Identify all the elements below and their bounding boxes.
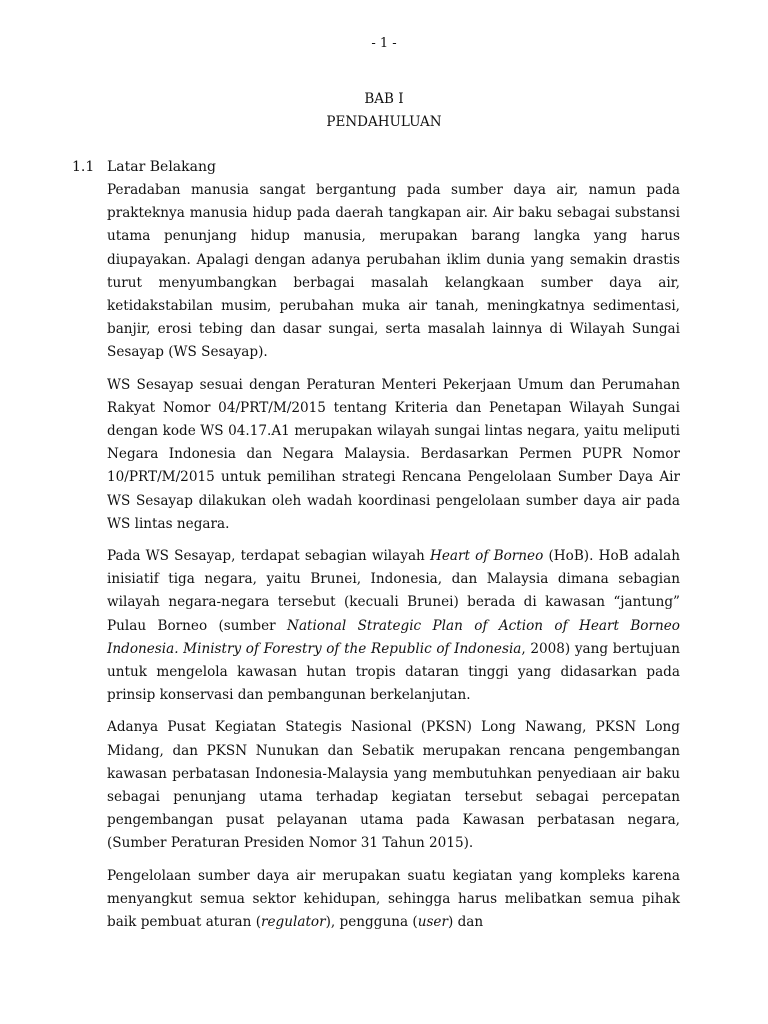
section-title: Latar Belakang: [107, 159, 216, 175]
paragraph-3-text: , 2008) yang bertujuan untuk mengelola kawasan hutan tropis dataran tinggi yang didasarkan pada prinsip konservasi dan pembangunan berkelanjutan.: [107, 640, 681, 704]
paragraph-5-text: ) dan: [447, 914, 484, 931]
paragraph-5-italic: user: [417, 914, 448, 931]
chapter-heading: [0, 88, 768, 134]
paragraph-5: [107, 865, 680, 935]
paragraph-3-italic: Heart of Borneo: [430, 548, 544, 565]
paragraph-3-source-italic: National Strategic Plan of Action of Heart Borneo Indonesia. Ministry of Forestry of the Republic of Indonesia: [107, 617, 680, 657]
paragraph-5-italic: regulator: [261, 914, 326, 931]
paragraph-3-text: Pada WS Sesayap, terdapat sebagian wilayah: [107, 548, 431, 565]
paragraph-2: WS Sesayap sesuai dengan Peraturan Menteri Pekerjaan Umum dan Perumahan Rakyat Nomor 04/PRT/M/2015 tentang Kriteria dan Penetapan Wilayah Sungai dengan kode WS 04.17.A1 merupakan wilayah sungai lintas negara, yaitu meliputi Negara Indonesia dan Negara Malaysia. Berdasarkan Permen PUPR Nomor 10/PRT/M/2015 untuk pemilihan strategi Rencana Pengelolaan Sumber Daya Air WS Sesayap dilakukan oleh wadah koordinasi pengelolaan sumber daya air pada WS lintas negara.: [107, 376, 680, 532]
page-number: - 1 -: [371, 36, 397, 51]
chapter-title: PENDAHULUAN: [326, 114, 442, 130]
paragraph-3-text: (HoB). HoB adalah inisiatif tiga negara, yaitu Brunei, Indonesia, dan Malaysia dimana sebagian wilayah negara-negara tersebut (kecuali Brunei) berada di kawasan “jantung” Pulau Borneo (sumber: [107, 548, 680, 634]
paragraph-5-text: Pengelolaan sumber daya air merupakan suatu kegiatan yang kompleks karena menyangkut semua sektor kehidupan, sehingga harus melibatkan semua pihak baik pembuat aturan (: [107, 867, 680, 931]
paragraph-3: [107, 545, 680, 707]
section-number: 1.1: [72, 159, 95, 175]
section-body: [107, 179, 680, 943]
paragraph-5-text: ), pengguna (: [325, 914, 418, 931]
paragraph-1: Peradaban manusia sangat bergantung pada sumber daya air, namun pada prakteknya manusia hidup pada daerah tangkapan air. Air baku sebagai substansi utama penunjang hidup manusia, merupakan barang langka yang harus diupayakan. Apalagi dengan adanya perubahan iklim dunia yang semakin drastis turut menyumbangkan berbagai masalah kelangkaan sumber daya air, ketidakstabilan musim, perubahan muka air tanah, meningkatnya sedimentasi, banjir, erosi tebing dan dasar sungai, serta masalah lainnya di Wilayah Sungai Sesayap (WS Sesayap).: [107, 182, 680, 361]
chapter-label: BAB I: [364, 91, 404, 107]
paragraph-4: Adanya Pusat Kegiatan Stategis Nasional (PKSN) Long Nawang, PKSN Long Midang, dan PKSN Nunukan dan Sebatik merupakan rencana pengembangan kawasan perbatasan Indonesia-Malaysia yang membutuhkan penyediaan air baku sebagai penunjang utama terhadap kegiatan tersebut sebagai percepatan pengembangan pusat pelayanan utama pada Kawasan perbatasan negara, (Sumber Peraturan Presiden Nomor 31 Tahun 2015).: [107, 719, 680, 852]
